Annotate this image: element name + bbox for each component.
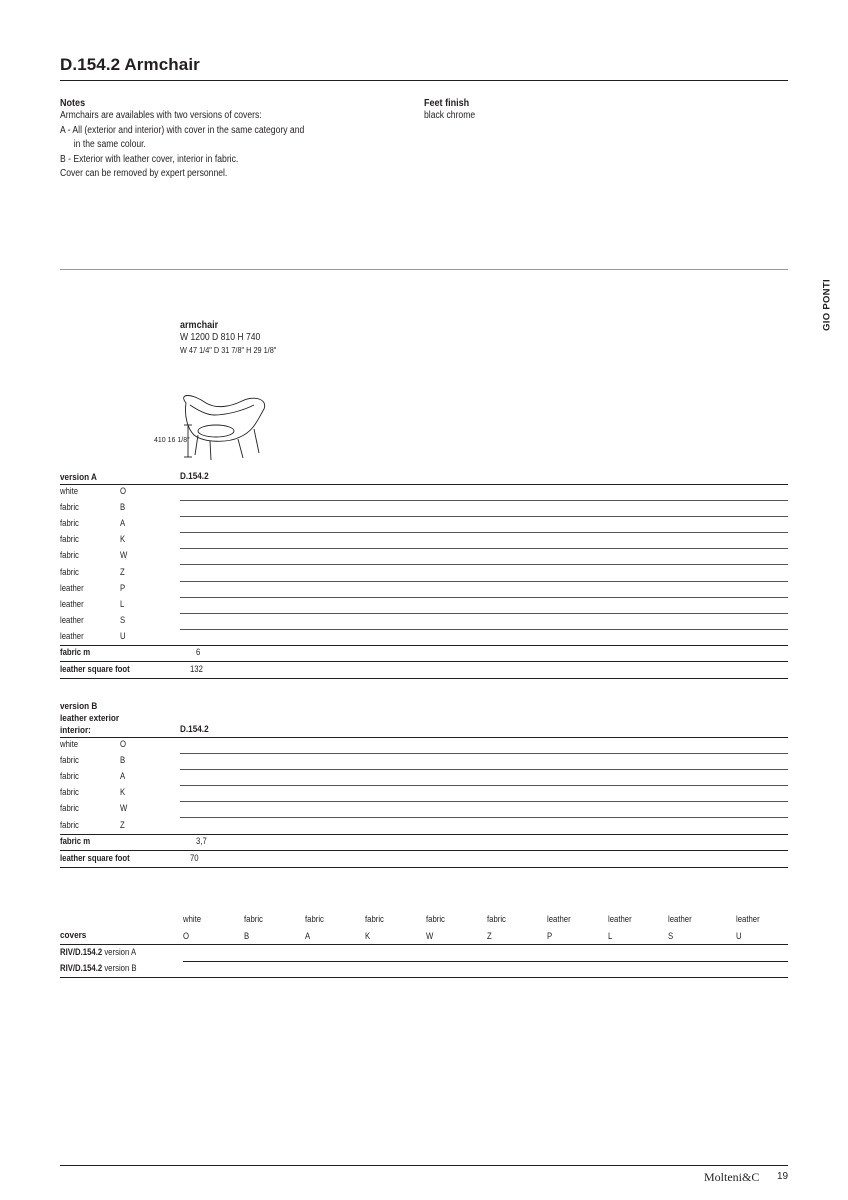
cover-type: fabric — [60, 771, 79, 782]
section-rule — [60, 269, 788, 270]
table-row — [60, 614, 788, 630]
fabric-m-label: fabric m — [60, 647, 91, 657]
cover-type: leather — [60, 582, 84, 593]
covers-row — [60, 946, 788, 962]
brand-logo: Molteni&C — [704, 1170, 760, 1184]
cover-category: B — [120, 502, 126, 513]
seat-height-label — [154, 437, 190, 444]
table-row — [60, 566, 788, 582]
table-row — [60, 630, 788, 646]
footer-rule — [60, 1165, 788, 1166]
cover-col-type: leather — [608, 914, 632, 924]
cover-category: U — [120, 630, 126, 641]
leather-sqft-label: leather square foot — [60, 664, 130, 675]
covers-row-code: RIV/D.154.2 — [60, 963, 103, 973]
leather-sqft-row — [60, 852, 788, 868]
cover-category: Z — [120, 819, 125, 830]
cover-col-category: P — [547, 931, 553, 941]
designer-name: GIO PONTI — [821, 279, 833, 331]
cover-category: L — [120, 598, 125, 609]
cover-category: K — [120, 787, 126, 798]
table-row — [60, 598, 788, 614]
page-number: 19 — [777, 1171, 789, 1182]
cover-col-category: A — [305, 931, 311, 941]
table-rule — [60, 661, 788, 662]
covers-row-code: RIV/D.154.2 — [60, 947, 103, 957]
fabric-m-label: fabric m — [60, 835, 91, 846]
armchair-drawing — [150, 385, 275, 465]
cover-category: W — [120, 803, 128, 814]
cover-category: W — [120, 550, 128, 561]
notes-section — [60, 97, 304, 182]
notes-line: Cover can be removed by expert personnel. — [60, 168, 228, 179]
table-row — [60, 501, 788, 517]
cover-col-category: O — [183, 931, 190, 941]
row-rule — [60, 977, 788, 978]
table-row — [60, 485, 788, 501]
cover-type: fabric — [60, 534, 79, 545]
version-b-interior: interior: — [60, 725, 91, 736]
cover-category: S — [120, 614, 126, 625]
table-rule — [60, 678, 788, 679]
cover-type: fabric — [60, 755, 79, 766]
cover-category: K — [120, 534, 126, 545]
version-b-title: version B — [60, 701, 98, 712]
fabric-m-value: 6 — [196, 647, 201, 657]
fabric-m-row — [60, 835, 788, 851]
cover-type: white — [60, 486, 79, 496]
covers-row-version: version A — [102, 947, 137, 957]
table-rule — [60, 867, 788, 868]
notes-heading: Notes — [60, 97, 86, 109]
notes-line: Armchairs are availables with two versions of covers: — [60, 110, 262, 121]
seat-height-mm: 410 — [154, 437, 166, 444]
cover-category: A — [120, 518, 126, 529]
cover-category: O — [120, 739, 127, 749]
version-b-code: D.154.2 — [180, 724, 209, 735]
table-row — [60, 549, 788, 565]
table-row — [60, 738, 788, 754]
cover-type: fabric — [60, 803, 79, 814]
fabric-m-value: 3,7 — [196, 835, 207, 846]
product-name: armchair — [180, 319, 219, 331]
seat-height-in: 16 1/8" — [167, 437, 190, 444]
table-rule — [60, 850, 788, 851]
cover-type: fabric — [60, 550, 79, 561]
version-b-exterior: leather exterior — [60, 713, 120, 724]
cover-category: Z — [120, 566, 125, 577]
version-b-heading — [60, 701, 119, 737]
cover-col-category: K — [365, 931, 371, 941]
feet-finish-value: black chrome — [424, 110, 476, 121]
cover-col-type: leather — [668, 914, 692, 924]
leather-sqft-row — [60, 663, 788, 679]
cover-category: O — [120, 486, 127, 496]
product-dims-in: W 47 1/4" D 31 7/8" H 29 1/8" — [180, 345, 277, 355]
feet-finish-heading: Feet finish — [424, 97, 470, 109]
title-rule — [60, 80, 788, 81]
cover-col-type: fabric — [487, 914, 506, 924]
cover-category: B — [120, 755, 126, 766]
cover-type: leather — [60, 630, 84, 641]
cover-col-type: leather — [736, 914, 760, 924]
cover-col-category: W — [426, 931, 434, 941]
fabric-m-row — [60, 646, 788, 662]
cover-type: fabric — [60, 787, 79, 798]
covers-row-label — [60, 963, 137, 973]
leather-sqft-value: 70 — [190, 852, 199, 863]
version-a-code: D.154.2 — [180, 471, 209, 482]
covers-row-version: version B — [102, 963, 137, 973]
notes-line: B - Exterior with leather cover, interior in fabric. — [60, 153, 239, 165]
cover-col-type: fabric — [426, 914, 445, 924]
cover-type: fabric — [60, 502, 79, 513]
covers-label: covers — [60, 930, 87, 941]
covers-row-label — [60, 947, 136, 957]
feet-finish-section — [424, 97, 475, 124]
page-title: D.154.2 Armchair — [60, 55, 200, 74]
covers-row — [60, 962, 788, 978]
notes-line: in the same colour. — [73, 139, 146, 150]
cover-col-type: fabric — [305, 914, 324, 924]
cover-col-category: B — [244, 931, 250, 941]
cover-col-type: white — [183, 914, 202, 924]
cover-type: fabric — [60, 518, 79, 529]
table-row — [60, 754, 788, 770]
cover-type: leather — [60, 614, 84, 625]
cover-col-type: fabric — [244, 914, 263, 924]
table-rule — [60, 944, 788, 945]
cover-col-category: Z — [487, 931, 492, 941]
version-a-heading: version A — [60, 472, 97, 483]
cover-col-category: S — [668, 931, 674, 941]
product-info — [180, 319, 276, 356]
designer-side-label — [820, 275, 834, 335]
table-row — [60, 802, 788, 818]
cover-col-category: U — [736, 931, 742, 941]
cover-category: A — [120, 771, 126, 782]
table-row — [60, 819, 788, 835]
cover-category: P — [120, 582, 126, 593]
table-row — [60, 533, 788, 549]
cover-col-category: L — [608, 931, 613, 941]
table-rule — [60, 834, 788, 835]
product-dims-mm: W 1200 D 810 H 740 — [180, 332, 261, 343]
leather-sqft-value: 132 — [190, 664, 203, 675]
table-rule — [60, 645, 788, 646]
cover-type: white — [60, 739, 79, 749]
table-row — [60, 517, 788, 533]
table-row — [60, 582, 788, 598]
cover-type: fabric — [60, 819, 79, 830]
table-row — [60, 770, 788, 786]
cover-type: fabric — [60, 566, 79, 577]
notes-line: A - All (exterior and interior) with cover in the same category and — [60, 124, 305, 136]
leather-sqft-label: leather square foot — [60, 852, 130, 863]
table-row — [60, 786, 788, 802]
cover-col-type: fabric — [365, 914, 384, 924]
cover-type: leather — [60, 598, 84, 609]
cover-col-type: leather — [547, 914, 571, 924]
